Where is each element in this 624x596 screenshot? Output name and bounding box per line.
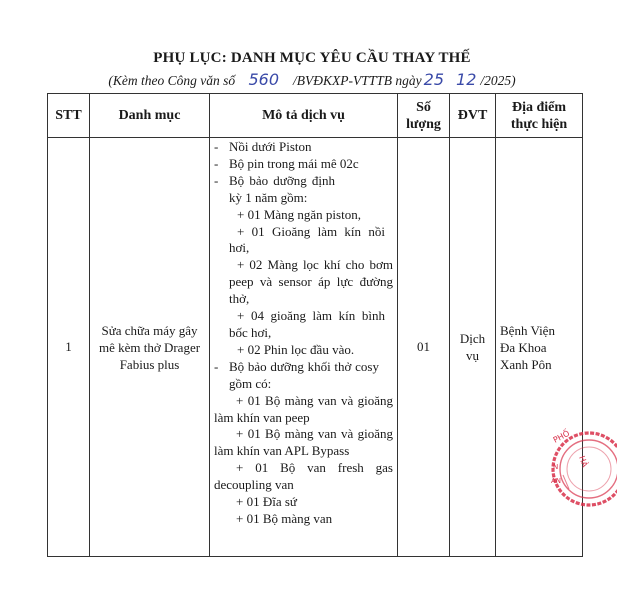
header-location: [496, 94, 583, 138]
desc-subitem: + 01 Màng ngăn piston,: [237, 206, 361, 222]
desc-item: - Bộ bảo dưỡng khối thở cosy gồm có:: [214, 359, 393, 393]
handwritten-day: 25: [423, 70, 445, 89]
desc-subitem: + 01 Gioăng làm kín nồi hơi,: [229, 223, 385, 256]
desc-subitem: + 01 Bộ màng van và gioăng làm khín van peep: [214, 392, 393, 425]
desc-subitem: + 01 Đĩa sứ: [236, 494, 297, 510]
cell-location: Bệnh Viện Đa Khoa Xanh Pôn: [496, 138, 583, 557]
desc-subitem: + 04 gioăng làm kín bình bốc hơi,: [229, 308, 385, 340]
header-quantity-line1: Số: [416, 99, 431, 115]
desc-item: - Nồi dưới Piston: [214, 139, 393, 156]
cell-stt: 1: [48, 138, 90, 557]
cell-quantity: 01: [398, 138, 450, 557]
desc-subitem: + 01 Bộ màng van: [236, 510, 333, 526]
desc-subitem: + 02 Màng lọc khí cho bơm peep và sensor áp lực đường thở,: [229, 257, 393, 307]
subtitle-mid: /BVĐKXP-VTTTB ngày: [293, 73, 422, 88]
header-quantity-line2: lượng: [406, 116, 441, 132]
header-location-line2: thực hiện: [510, 116, 568, 132]
cell-description: [210, 138, 398, 557]
header-description: Mô tả dịch vụ: [210, 94, 398, 138]
header-location-line1: Địa điểm: [511, 99, 567, 115]
header-unit: ĐVT: [450, 94, 496, 138]
desc-item: - Bộ pin trong mái mê 02c: [214, 156, 393, 173]
handwritten-month: 12: [456, 70, 477, 89]
cell-unit: Dịch vụ: [450, 138, 496, 557]
header-category: Danh mục: [90, 94, 210, 138]
red-stamp-seal: [533, 425, 617, 509]
cell-category: Sửa chữa máy gây mê kèm thở Drager Fabius plus: [90, 138, 210, 557]
requirements-table: [47, 93, 583, 557]
header-stt: STT: [48, 94, 90, 138]
svg-text:PHỐ: PHỐ: [551, 428, 572, 445]
header-quantity: [398, 94, 450, 138]
subtitle-prefix: (Kèm theo Công văn số: [108, 73, 236, 88]
desc-subitem: + 01 Bộ van fresh gas decoupling van: [214, 460, 393, 493]
subtitle-suffix: /2025): [480, 73, 516, 88]
table-header-row: [48, 94, 583, 138]
svg-text:ẤN: ẤN: [551, 477, 562, 485]
svg-text:HÀ: HÀ: [577, 454, 590, 469]
appendix-title: PHỤ LỤC: DANH MỤC YÊU CẦU THAY THẾ: [153, 50, 471, 66]
desc-item: - Bộ bảo dưỡng định kỳ 1 năm gồm:: [214, 173, 393, 207]
appendix-subtitle: [0, 70, 624, 89]
desc-subitem: + 02 Phin lọc đầu vào.: [237, 341, 355, 357]
svg-text:N: N: [553, 463, 559, 471]
table-row: [48, 138, 583, 557]
desc-subitem: + 01 Bộ màng van và gioăng làm khín van APL Bypass: [214, 426, 393, 459]
handwritten-doc-number: 560: [248, 70, 280, 89]
